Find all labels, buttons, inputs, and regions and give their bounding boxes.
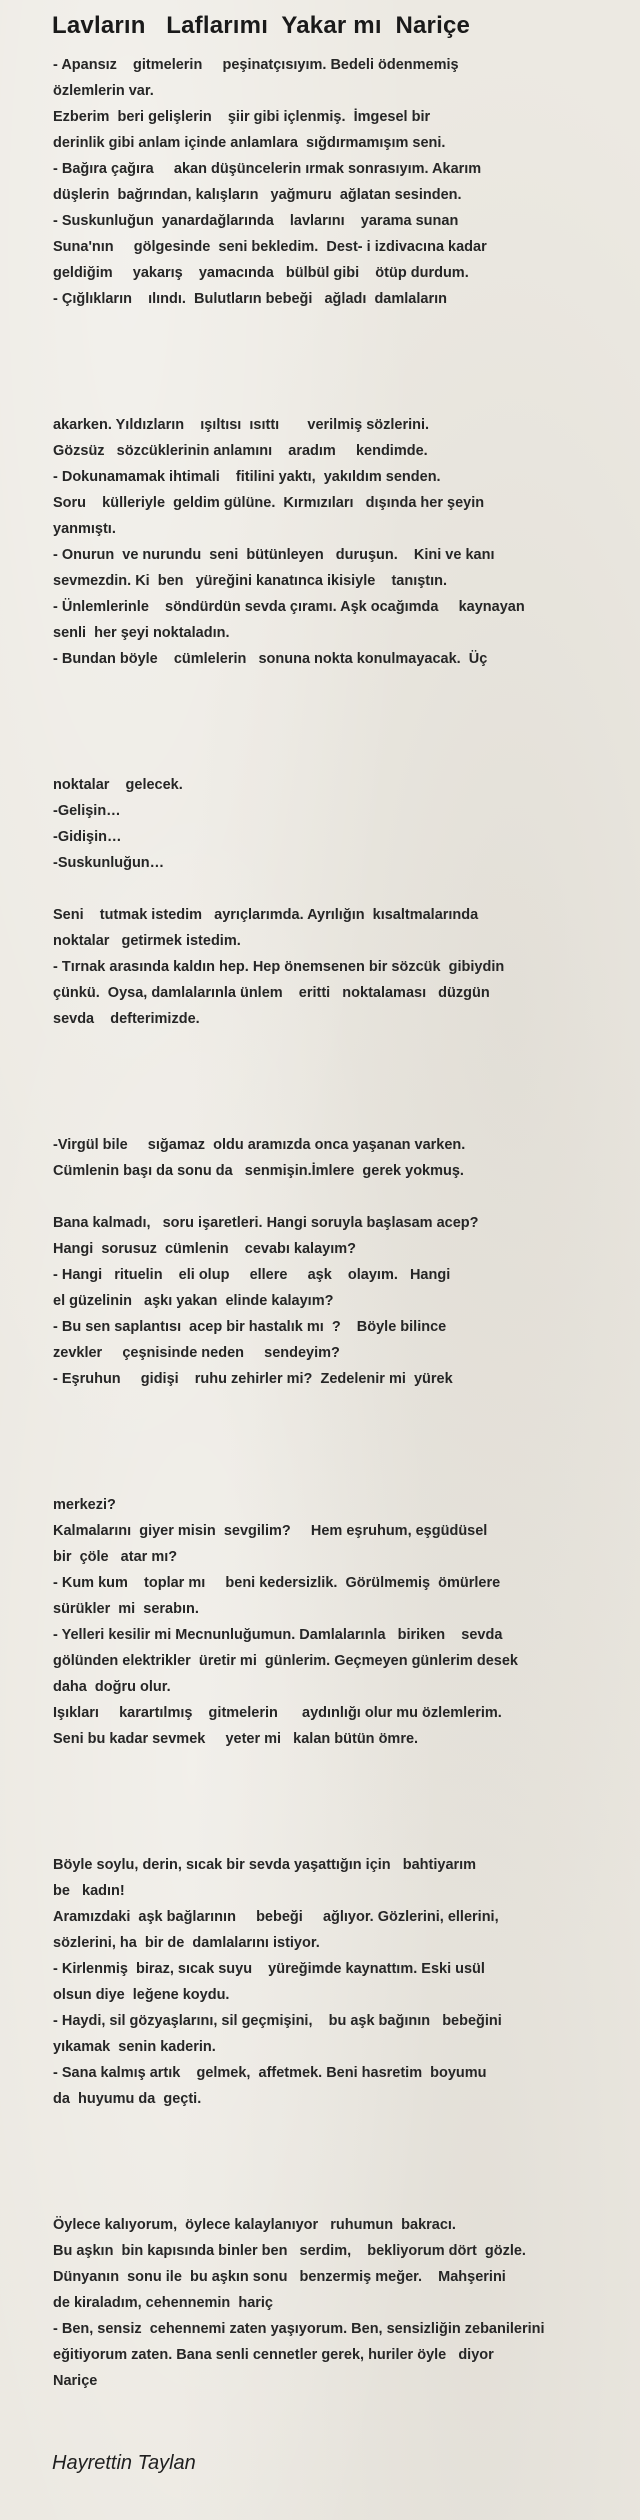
poem-line: - Dokunamamak ihtimali fitilini yaktı, yakıldım senden.	[53, 469, 441, 485]
poem-line: düşlerin bağrından, kalışların yağmuru ağlatan sesinden.	[53, 187, 462, 203]
poem-line: yanmıştı.	[53, 521, 116, 537]
stanza	[53, 1852, 633, 2112]
poem-line: de kiraladım, cehennemin hariç	[53, 2295, 273, 2311]
poem-line: Seni bu kadar sevmek yeter mi kalan bütün ömre.	[53, 1731, 419, 1747]
poem-line	[53, 1184, 633, 1210]
poem-line: Bu aşkın bin kapısında binler ben serdim, bekliyorum dört gözle.	[53, 2243, 526, 2259]
poem-line: - Kirlenmiş biraz, sıcak suyu yüreğimde kaynattım. Eski usül	[53, 1961, 485, 1977]
poem-line: - Hangi rituelin eli olup ellere aşk olayım. Hangi	[53, 1267, 451, 1283]
stanza	[53, 52, 633, 312]
poem-line: - Sana kalmış artık gelmek, affetmek. Beni hasretim boyumu	[53, 2065, 487, 2081]
poem-line: derinlik gibi anlam içinde anlamlara sığdırmamışım seni.	[53, 135, 446, 151]
poem-line: daha doğru olur.	[53, 1679, 171, 1695]
poem-line: - Bu sen saplantısı acep bir hastalık mı ? Böyle bilince	[53, 1319, 447, 1335]
poem-line: sevmezdin. Ki ben yüreğini kanatınca ikisiyle tanıştın.	[53, 573, 448, 589]
poem-line: - Haydi, sil gözyaşlarını, sil geçmişini, bu aşk bağının bebeğini	[53, 2013, 502, 2029]
stanza	[53, 1132, 633, 1392]
poem-line: merkezi?	[53, 1497, 116, 1513]
poem-line: - Yelleri kesilir mi Mecnunluğumun. Damlalarınla biriken sevda	[53, 1627, 503, 1643]
poem-line: -Gidişin…	[53, 829, 122, 845]
poem-line: geldiğim yakarış yamacında bülbül gibi ötüp durdum.	[53, 265, 469, 281]
poem-line: Hangi sorusuz cümlenin cevabı kalayım?	[53, 1241, 356, 1257]
poem-line: Dünyanın sonu ile bu aşkın sonu benzermiş meğer. Mahşerini	[53, 2269, 506, 2285]
poem-line: - Suskunluğun yanardağlarında lavlarını yarama sunan	[53, 213, 459, 229]
poem-line: -Virgül bile sığamaz oldu aramızda onca yaşanan varken.	[53, 1137, 466, 1153]
stanza	[53, 412, 633, 672]
poem-line: gölünden elektrikler üretir mi günlerim. Geçmeyen günlerim desek	[53, 1653, 518, 1669]
poem-line: Suna'nın gölgesinde seni bekledim. Dest- i izdivacına kadar	[53, 239, 487, 255]
poem-line: sürükler mi serabın.	[53, 1601, 199, 1617]
poem-line: çünkü. Oysa, damlalarınla ünlem eritti noktalaması düzgün	[53, 985, 490, 1001]
poem-line: sözlerini, ha bir de damlalarını istiyor.	[53, 1935, 320, 1951]
poem-line: eğitiyorum zaten. Bana senli cennetler gerek, huriler öyle diyor	[53, 2347, 494, 2363]
poem-line: olsun diye leğene koydu.	[53, 1987, 230, 2003]
poem-line: - Ünlemlerinle söndürdün sevda çıramı. Aşk ocağımda kaynayan	[53, 599, 525, 615]
poem-line: - Onurun ve nurundu seni bütünleyen duruşun. Kini ve kanı	[53, 547, 495, 563]
stanza	[53, 2212, 633, 2394]
poem-line: noktalar gelecek.	[53, 777, 183, 793]
poem-line	[53, 876, 633, 902]
poem-title: Lavların Laflarımı Yakar mı Nariçe	[52, 12, 471, 39]
poem-line: zevkler çeşnisinde neden sendeyim?	[53, 1345, 340, 1361]
author-name: Hayrettin Taylan	[52, 2452, 196, 2474]
poem-line: -Gelişin…	[53, 803, 121, 819]
poem-line: be kadın!	[53, 1883, 125, 1899]
poem-line: - Ben, sensiz cehennemi zaten yaşıyorum. Ben, sensizliğin zebanilerini	[53, 2321, 545, 2337]
poem-line: Nariçe	[53, 2373, 98, 2389]
stanza	[53, 1492, 633, 1752]
poem-line: akarken. Yıldızların ışıltısı ısıttı verilmiş sözlerini.	[53, 417, 430, 433]
poem-line: Kalmalarını giyer misin sevgilim? Hem eşruhum, eşgüdüsel	[53, 1523, 488, 1539]
poem-line: noktalar getirmek istedim.	[53, 933, 241, 949]
poem-line: Soru külleriyle geldim gülüne. Kırmızıları dışında her şeyin	[53, 495, 485, 511]
poem-line: Işıkları karartılmış gitmelerin aydınlığı olur mu özlemlerim.	[53, 1705, 502, 1721]
poem-line: - Eşruhun gidişi ruhu zehirler mi? Zedelenir mi yürek	[53, 1371, 453, 1387]
poem-line: Gözsüz sözcüklerinin anlamını aradım kendimde.	[53, 443, 428, 459]
poem-line: Cümlenin başı da sonu da senmişin.İmlere gerek yokmuş.	[53, 1163, 464, 1179]
poem-line: - Kum kum toplar mı beni kedersizlik. Görülmemiş ömürlere	[53, 1575, 501, 1591]
poem-line: Ezberim beri gelişlerin şiir gibi içlenmiş. İmgesel bir	[53, 109, 431, 125]
poem-line: Seni tutmak istedim ayrıçlarımda. Ayrılığın kısaltmalarında	[53, 907, 479, 923]
stanza	[53, 772, 633, 1032]
poem-line: -Suskunluğun…	[53, 855, 165, 871]
poem-line: da huyumu da geçti.	[53, 2091, 202, 2107]
poem-line: sevda defterimizde.	[53, 1011, 200, 1027]
poem-line: bir çöle atar mı?	[53, 1549, 178, 1565]
poem-line: Öylece kalıyorum, öylece kalaylanıyor ruhumun bakracı.	[53, 2217, 456, 2233]
poem-line: Bana kalmadı, soru işaretleri. Hangi soruyla başlasam acep?	[53, 1215, 479, 1231]
poem-line: Böyle soylu, derin, sıcak bir sevda yaşattığın için bahtiyarım	[53, 1857, 477, 1873]
poem-line: - Apansız gitmelerin peşinatçısıyım. Bedeli ödenmemiş	[53, 57, 459, 73]
poem-line: özlemlerin var.	[53, 83, 154, 99]
poem-line: senli her şeyi noktaladın.	[53, 625, 230, 641]
poem-line: yıkamak senin kaderin.	[53, 2039, 216, 2055]
poem-line: - Tırnak arasında kaldın hep. Hep önemsenen bir sözcük gibiydin	[53, 959, 505, 975]
poem-line: - Çığlıkların ılındı. Bulutların bebeği ağladı damlaların	[53, 291, 447, 307]
poem-line: Aramızdaki aşk bağlarının bebeği ağlıyor. Gözlerini, ellerini,	[53, 1909, 499, 1925]
poem-line: - Bağıra çağıra akan düşüncelerin ırmak sonrasıyım. Akarım	[53, 161, 482, 177]
poem-line: - Bundan böyle cümlelerin sonuna nokta konulmayacak. Üç	[53, 651, 488, 667]
poem-line: el güzelinin aşkı yakan elinde kalayım?	[53, 1293, 334, 1309]
